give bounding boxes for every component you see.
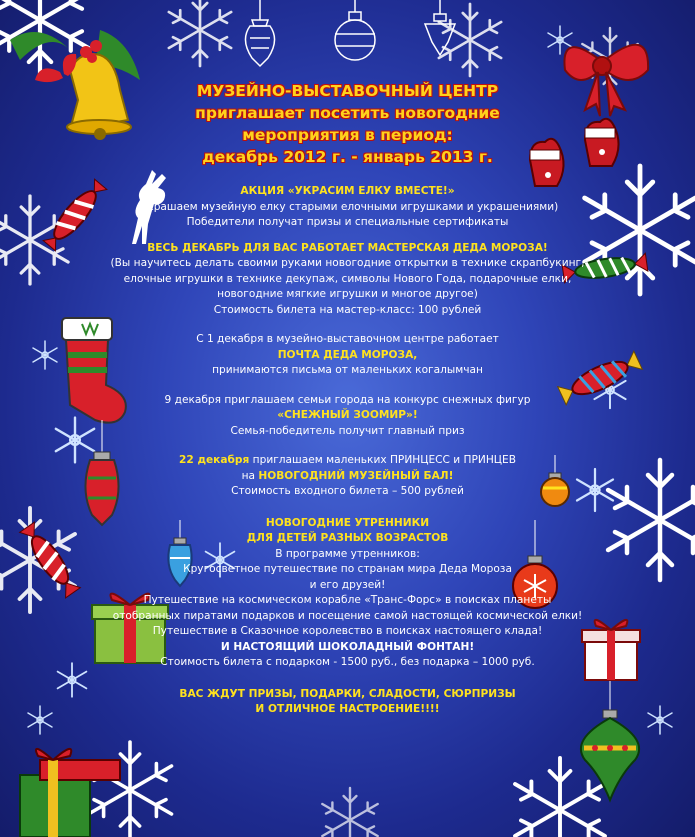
ball-line-1 <box>80 453 615 469</box>
workshop-line-3: новогодние мягкие игрушки и многое другое) <box>217 288 478 300</box>
post-line-2: принимаются письма от маленьких когалымчан <box>212 364 483 376</box>
ball-line-2-pre: на <box>241 469 259 482</box>
ball-title: НОВОГОДНИЙ МУЗЕЙНЫЙ БАЛ! <box>258 469 454 482</box>
header-line-4: декабрь 2012 г. - январь 2013 г. <box>202 148 493 166</box>
post-block <box>80 332 615 379</box>
matinee-line-4: Путешествие на космическом корабле «Транс-Форс» в поисках планеты <box>143 594 552 606</box>
footer-line-1: ВАС ЖДУТ ПРИЗЫ, ПОДАРКИ, СЛАДОСТИ, СЮРПРИЗЫ <box>179 687 516 700</box>
ball-price: Стоимость входного билета – 500 рублей <box>231 485 464 497</box>
ball-line-1-rest: приглашаем маленьких ПРИНЦЕСС и ПРИНЦЕВ <box>249 454 516 466</box>
snowflake-icon <box>33 341 57 369</box>
snowflake-icon <box>169 0 231 66</box>
snowflake-icon <box>28 706 52 734</box>
footer-block <box>80 687 615 718</box>
ball-block <box>80 453 615 500</box>
snow-line-1: 9 декабря приглашаем семьи города на конкурс снежных фигур <box>164 393 531 406</box>
snowflake-icon <box>0 196 68 284</box>
snowflake-icon <box>648 706 672 734</box>
post-line-1: С 1 декабря в музейно-выставочном центре работает <box>196 333 499 345</box>
footer-line-2: И ОТЛИЧНОЕ НАСТРОЕНИЕ!!!! <box>255 703 440 715</box>
action-line-2: Победители получат призы и специальные сертификаты <box>186 216 509 228</box>
ball-date: 22 декабря <box>179 454 250 466</box>
header-line-2: приглашает посетить новогодние <box>195 104 500 122</box>
workshop-line-2: елочные игрушки в технике декупаж, символы Нового Года, подарочные елки, <box>123 272 572 285</box>
snowflake-icon <box>322 788 377 837</box>
header-line-3: мероприятия в период: <box>242 126 453 144</box>
action-title: АКЦИЯ «УКРАСИМ ЕЛКУ ВМЕСТЕ!» <box>240 185 455 197</box>
matinee-line-2: Кругосветное путешествие по странам мира Деда Мороза <box>183 563 512 575</box>
snowflake-icon <box>515 758 605 837</box>
snow-block <box>80 393 615 440</box>
poster-header <box>80 80 615 168</box>
snowflake-icon <box>608 460 695 580</box>
gift-icon <box>20 749 120 837</box>
ornament-icon <box>335 0 375 60</box>
matinee-title-2: ДЛЯ ДЕТЕЙ РАЗНЫХ ВОЗРАСТОВ <box>246 532 449 544</box>
workshop-price: Стоимость билета на мастер-класс: 100 рублей <box>213 303 482 316</box>
post-title: ПОЧТА ДЕДА МОРОЗА, <box>277 348 418 361</box>
action-block <box>80 184 615 231</box>
matinee-line-5: отобранных пиратами подарков и посещение самой настоящей космической елки! <box>112 609 583 622</box>
snow-title: «СНЕЖНЫЙ ЗООМИР»! <box>277 409 418 421</box>
matinee-line-6: Путешествие в Сказочное королевство в поисках настоящего клада! <box>152 625 543 637</box>
ornament-icon <box>245 0 274 66</box>
snowflake-icon <box>88 742 171 837</box>
workshop-block <box>80 241 615 319</box>
action-line-1: (Украшаем музейную елку старыми елочными игрушками и украшениями) <box>136 200 559 213</box>
matinee-price: Стоимость билета с подарком - 1500 руб., без подарка – 1000 руб. <box>160 656 535 668</box>
workshop-line-1: (Вы научитесь делать своими руками новогодние открытки в технике скрапбукинг, <box>110 257 585 269</box>
poster-content <box>80 80 615 718</box>
snow-line-2: Семья-победитель получит главный приз <box>230 424 465 437</box>
ball-line-2 <box>80 469 615 485</box>
matinee-line-7: И НАСТОЯЩИЙ ШОКОЛАДНЫЙ ФОНТАН! <box>220 640 475 653</box>
header-line-1: МУЗЕЙНО-ВЫСТАВОЧНЫЙ ЦЕНТР <box>196 82 499 100</box>
matinee-block <box>80 516 615 671</box>
matinee-line-3: и его друзей! <box>309 578 386 591</box>
workshop-title: ВЕСЬ ДЕКАБРЬ ДЛЯ ВАС РАБОТАЕТ МАСТЕРСКАЯ ДЕДА МОРОЗА! <box>147 241 548 254</box>
matinee-title-1: НОВОГОДНИЕ УТРЕННИКИ <box>265 516 430 529</box>
matinee-line-1: В программе утренников: <box>275 547 420 560</box>
